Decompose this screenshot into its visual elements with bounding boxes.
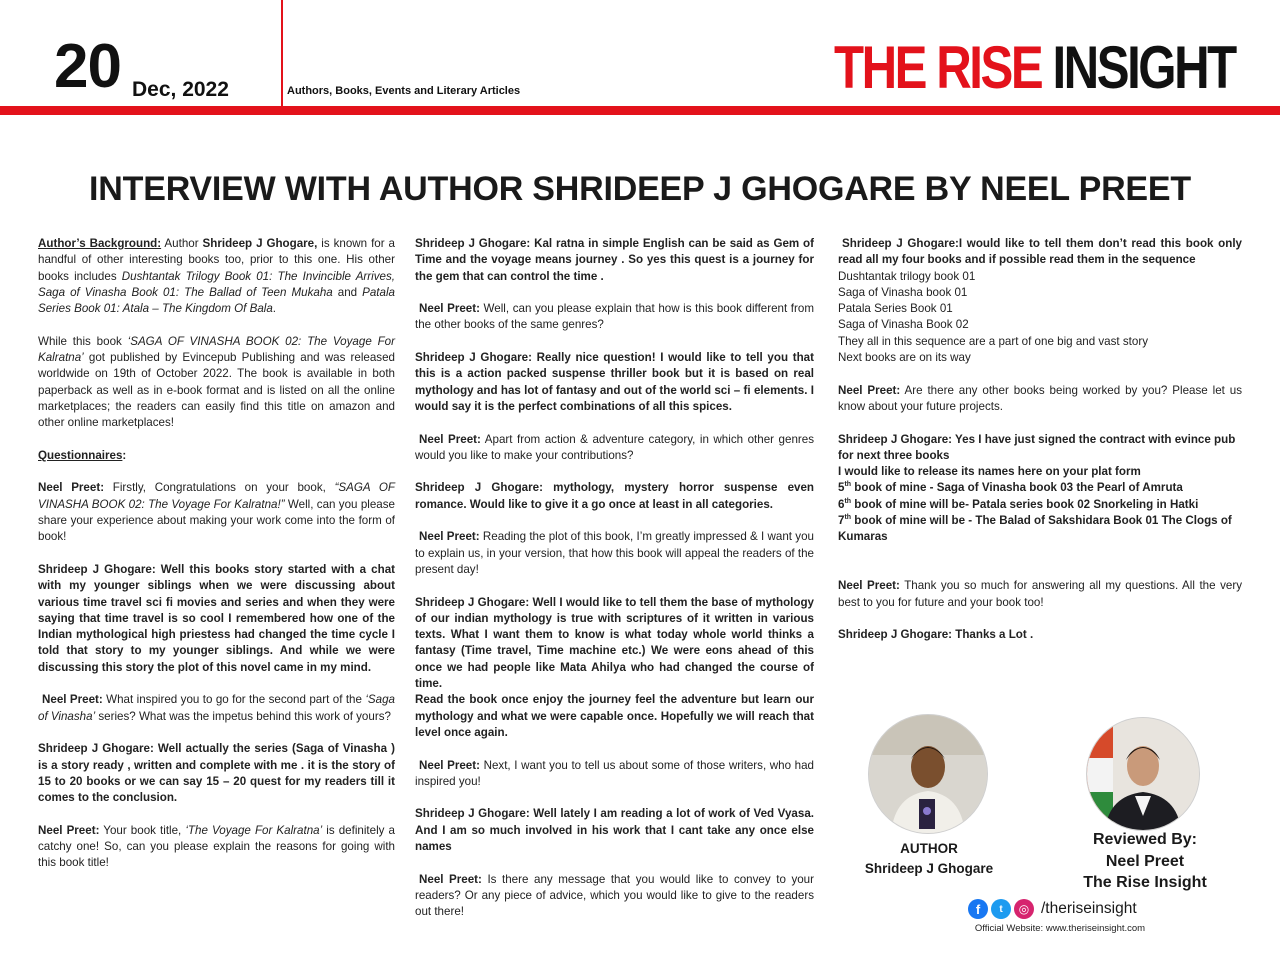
- article-headline: INTERVIEW WITH AUTHOR SHRIDEEP J GHOGARE BY NEEL PREET: [89, 170, 1191, 208]
- reviewer-portrait-icon: [1087, 718, 1199, 830]
- upcoming-book-6: 6th book of mine will be- Patala series book 02 Snorkeling in Hatki: [838, 497, 1199, 511]
- answer-2: Shrideep J Ghogare: Well actually the series (Saga of Vinasha ) is a story ready , written and complete with me . it is the story of 15 to 20 books or we can say 15 – 20 quest for my readers till it comes to the conclusion.: [38, 742, 395, 805]
- answer-4: Shrideep J Ghogare: Really nice question! I would like to tell you that this is a action packed suspense thriller book but it is based on real mythology and has lot of fantasy and out of the world sci – fi elements. I would say it is the perfect combinations of all this spices.: [415, 351, 814, 413]
- issue-month-year: Dec, 2022: [132, 78, 229, 101]
- answer-3: Shrideep J Ghogare: Kal ratna in simple English can be said as Gem of Time and the voyage means journey . So yes this quest is a journey for the gem that can control the time .: [415, 237, 814, 283]
- issue-day: 20: [54, 32, 121, 101]
- answer-7: Shrideep J Ghogare: Well lately I am reading a lot of work of Ved Vyasa. And I am so much involved in his work that I cant take any once else names: [415, 807, 814, 853]
- tagline: Authors, Books, Events and Literary Articles: [287, 85, 521, 97]
- header-rule: [0, 106, 1280, 115]
- sequence-item: Next books are on its way: [838, 351, 971, 365]
- brand-part-insight: INSIGHT: [1052, 34, 1235, 101]
- book-release-paragraph: While this book ‘SAGA OF VINASHA BOOK 02: The Voyage For Kalratna’ got published by Evincepub Publishing and was released worldwide on 19th of October 2022. The book is available in both paperback as well as in e-book format and is listed on all the online marketplaces; the readers can easily find this title on amazon and other online marketplaces!: [38, 334, 395, 430]
- article-column-3: [838, 236, 1242, 643]
- question-2: Neel Preet: What inspired you to go for the second part of the ‘Saga of Vinasha’ series? What was the impetus behind this work of yours?: [38, 693, 395, 723]
- facebook-icon[interactable]: f: [968, 899, 988, 919]
- header-divider: [281, 0, 283, 108]
- question-10: Neel Preet: Thank you so much for answering all my questions. All the very best to you for future and your book too!: [838, 579, 1242, 609]
- brand-logo: [834, 34, 1235, 101]
- upcoming-book-5: 5th book of mine - Saga of Vinasha book 03 the Pearl of Amruta: [838, 481, 1183, 495]
- author-role: AUTHOR: [900, 841, 958, 856]
- author-name: Shrideep J Ghogare: [864, 861, 994, 876]
- answer-8: Shrideep J Ghogare:I would like to tell them don’t read this book only read all my four books and if possible read them in the sequence: [838, 237, 1242, 267]
- article-column-2: [415, 236, 814, 920]
- author-portrait-icon: [869, 715, 987, 833]
- question-7: Neel Preet: Next, I want you to tell us about some of those writers, who had inspired you!: [415, 758, 815, 788]
- answer-10: Shrideep J Ghogare: Thanks a Lot .: [838, 628, 1034, 642]
- question-4: Neel Preet: Well, can you please explain that how is this book different from the other books of the same genres?: [415, 302, 814, 332]
- sequence-item: Saga of Vinasha book 01: [838, 285, 968, 299]
- brand-part-rise: THE RISE: [834, 34, 1042, 101]
- question-6: Neel Preet: Reading the plot of this book, I’m greatly impressed & I want you to explain us, in your version, that how this book will appeal the readers of the present day!: [415, 530, 814, 576]
- reviewer-photo: [1086, 717, 1200, 831]
- sequence-item: Saga of Vinasha Book 02: [838, 318, 969, 332]
- question-3: Neel Preet: Your book title, ‘The Voyage For Kalratna’ is definitely a catchy one! So, can you please explain the reasons for going with this book title!: [38, 823, 395, 870]
- article-column-1: [38, 236, 395, 872]
- social-links: [968, 898, 1137, 920]
- twitter-icon[interactable]: t: [991, 899, 1011, 919]
- official-website[interactable]: Official Website: www.theriseinsight.com: [974, 923, 1146, 934]
- questionnaires-heading: Questionnaires:: [38, 448, 127, 462]
- reviewer-name: Neel Preet: [1105, 852, 1185, 870]
- author-background-paragraph: Author’s Background: Author Shrideep J Ghogare, is known for a handful of other interesting books too, prior to this one. His other books includes Dushtantak Trilogy Book 01: The Invincible Arrives, Saga of Vinasha Book 01: The Ballad of Teen Mukaha and Patala Series Book 01: Atala – The Kingdom Of Bala.: [38, 237, 395, 316]
- sequence-item: They all in this sequence are a part of one big and vast story: [838, 334, 1148, 348]
- answer-1: Shrideep J Ghogare: Well this books story started with a chat with my younger siblings when we were discussing about various time travel sci fi movies and series and when they were saying that time travel is so cool I remembered how one of the Indian mythological high priestess had changed the time cycle I told that story to my younger siblings. And while we were discussing this story the plot of this novel came in my mind.: [38, 562, 395, 674]
- answer-6-continued: Read the book once enjoy the journey feel the adventure but learn our mythology and what we were capable once. Hopefully we will reach that level once again.: [415, 693, 814, 739]
- sequence-item: Patala Series Book 01: [838, 302, 953, 316]
- answer-9: Shrideep J Ghogare: Yes I have just signed the contract with evince pub for next three books I would like to release its names here on your plat form 5th book of mine - Saga of Vinasha book 03 the Pearl of Amruta 6th book of mine will be- Patala series book 02 Snorkeling in Hatki 7th book of mine will be - The Balad of Sakshidara Book 01 The Clogs of Kumaras: [838, 432, 1242, 546]
- author-photo: [868, 714, 988, 834]
- question-9: Neel Preet: Are there any other books being worked by you? Please let us know about your future projects.: [838, 383, 1243, 413]
- reviewer-org: The Rise Insight: [1083, 874, 1207, 891]
- question-5: Neel Preet: Apart from action & adventure category, in which other genres would you like to make your contributions?: [415, 432, 815, 462]
- reviewer-label: Reviewed By:: [1092, 831, 1198, 848]
- book-sequence-list: [838, 269, 1242, 367]
- reviewer-caption: [1062, 829, 1228, 894]
- answer-5: Shrideep J Ghogare: mythology, mystery horror suspense even romance. Would like to give it a go once at least in all categories.: [415, 481, 814, 511]
- question-8: Neel Preet: Is there any message that you would like to convey to your readers? Or any piece of advice, which you would like to give to the readers out there!: [415, 872, 814, 919]
- upcoming-book-7: 7th book of mine will be - The Balad of Sakshidara Book 01 The Clogs of Kumaras: [838, 514, 1232, 544]
- instagram-icon[interactable]: ◎: [1014, 899, 1034, 919]
- answer-6: Shrideep J Ghogare: Well I would like to tell them the base of mythology of our indian mythology is true with scriptures of it written in various texts. What I want them to know is what today whole world thinks a fantasy (Time travel, Time machine etc.) We were eons ahead of this once we had people like Mata Ahilya who had changed the course of time.: [415, 595, 814, 691]
- author-caption: [846, 839, 1012, 879]
- social-handle[interactable]: /theriseinsight: [1041, 900, 1137, 917]
- sequence-item: Dushtantak trilogy book 01: [838, 269, 976, 283]
- question-1: Neel Preet: Firstly, Congratulations on your book, “SAGA OF VINASHA BOOK 02: The Voyage For Kalratna!” Well, can you please share your experience about making your work come into the form of book!: [38, 481, 396, 544]
